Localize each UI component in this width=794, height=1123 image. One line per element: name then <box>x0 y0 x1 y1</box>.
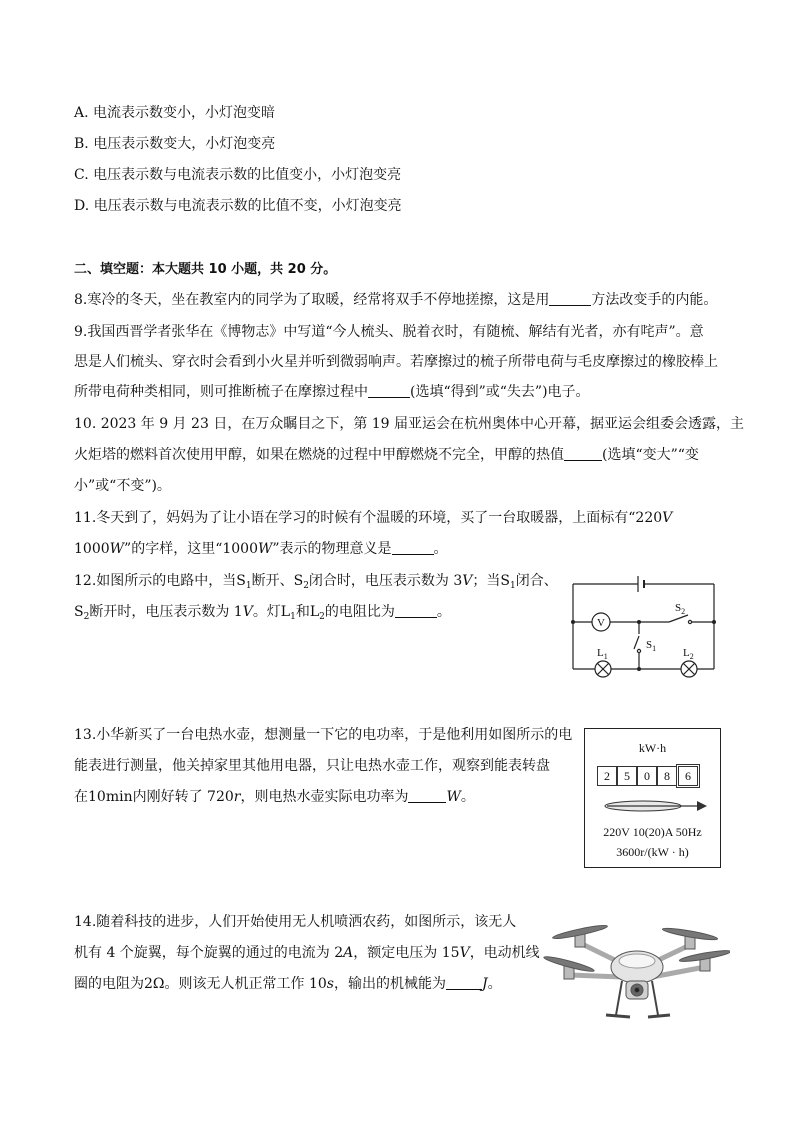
q12-text: 断开、S <box>251 573 304 589</box>
answer-blank[interactable] <box>368 383 410 398</box>
subscript: 1 <box>510 581 516 591</box>
answer-blank[interactable] <box>446 975 482 990</box>
q14-text: ，输出的机械能为 <box>333 976 446 992</box>
q10-text-a: 火炬塔的燃料首次使用甲醇，如果在燃烧的过程中甲醇燃烧不完全，甲醇的热值 <box>74 447 564 463</box>
question-9-line-3 <box>74 382 590 402</box>
svg-text:L2 <box>683 647 694 661</box>
l2-subscript: 2 <box>689 652 694 661</box>
unit-v: V <box>462 573 473 589</box>
subscript: 2 <box>319 612 325 622</box>
question-13-line-3 <box>74 787 475 807</box>
svg-text:S1 <box>646 639 656 653</box>
switch-contact <box>637 649 640 652</box>
question-10-line-3: 小”或“不变”)。 <box>74 478 171 494</box>
unit-a: A <box>343 945 354 961</box>
meter-digit: 5 <box>617 766 637 786</box>
subscript: 2 <box>303 581 309 591</box>
question-12-line-2 <box>74 602 451 622</box>
s1-label: S <box>646 639 653 651</box>
unit-w: W <box>257 541 273 557</box>
switch-s1-blade <box>634 636 639 649</box>
q12-text: 。灯L <box>252 604 291 620</box>
meter-unit: kW·h <box>638 741 667 755</box>
option-d: D. 电压表示数与电流表示数的比值不变，小灯泡变亮 <box>74 198 402 214</box>
q11-text-c: ”的字样，这里“1000 <box>124 541 258 557</box>
answer-blank[interactable] <box>408 788 446 803</box>
rotating-disc-icon <box>597 795 709 817</box>
q14-text: ，电动机线 <box>469 945 540 961</box>
question-13-line-2: 能表进行测量，他关掉家里其他用电器，只让电热水壶工作，观察到能表转盘 <box>74 758 550 774</box>
meter-digit: 8 <box>657 766 677 786</box>
q9-text-b: (选填“得到”或“失去”)电子。 <box>410 384 590 400</box>
q11-text-b: 1000 <box>74 541 110 557</box>
q12-text: 闭合、 <box>515 573 558 589</box>
question-9-line-2: 思是人们梳头、穿衣时会看到小火星并听到微弱响声。若摩擦过的梳子所带电荷与毛皮摩擦过的橡胶棒上 <box>74 354 718 370</box>
subscript: 2 <box>83 612 90 622</box>
question-10-line-2 <box>74 445 699 465</box>
q12-text: S <box>74 604 84 620</box>
q14-text: 圈的电阻为2Ω。则该无人机正常工作 10 <box>74 976 327 992</box>
switch-s2-blade <box>669 615 688 622</box>
subscript: 1 <box>245 581 252 591</box>
l1-label: L <box>597 647 604 659</box>
q9-text-a: 所带电荷种类相同，则可推断梳子在摩擦过程中 <box>74 384 368 400</box>
junction-dot <box>571 620 575 624</box>
meter-rating: 220V 10(20)A 50Hz <box>603 825 702 839</box>
svg-text:L1 <box>597 647 608 661</box>
unit-r: r <box>233 789 241 805</box>
q12-text: 断开时，电压表示数为 1 <box>89 604 243 620</box>
energy-meter <box>584 728 721 868</box>
junction-dot <box>637 667 641 671</box>
unit-j: J <box>481 976 488 992</box>
q8-text-a: 8.寒冷的冬天，坐在教室内的同学为了取暖，经常将双手不停地搓擦，这是用 <box>74 292 550 308</box>
meter-revolutions: 3600r/(kW · h) <box>616 845 689 859</box>
q14-text: 。 <box>487 976 502 992</box>
q11-text-d: ”表示的物理意义是 <box>272 541 392 557</box>
unit-v: V <box>662 510 673 526</box>
q12-text: 的电阻比为 <box>324 604 395 620</box>
subscript: 1 <box>290 612 296 622</box>
q14-text: 机有 4 个旋翼，每个旋翼的通过的电流为 2 <box>74 945 344 961</box>
option-b: B. 电压表示数变大，小灯泡变亮 <box>74 136 276 152</box>
unit-w: W <box>109 541 125 557</box>
question-12-line-1 <box>74 571 558 591</box>
q13-text: 。 <box>460 789 475 805</box>
unit-v: V <box>242 604 253 620</box>
q10-text-b: (选填“变大”“变 <box>602 447 699 463</box>
option-c: C. 电压表示数与电流表示数的比值变小，小灯泡变亮 <box>74 167 402 183</box>
q13-text: 在10min内刚好转了 720 <box>74 789 234 805</box>
unit-s: s <box>326 976 334 992</box>
voltmeter-label: V <box>597 617 605 629</box>
s2-subscript: 2 <box>681 607 686 616</box>
drone-illustration <box>540 905 730 1030</box>
answer-blank[interactable] <box>395 603 437 618</box>
circuit-diagram <box>566 574 716 686</box>
question-8 <box>74 290 717 310</box>
q12-text: ；当S <box>472 573 510 589</box>
unit-w: W <box>446 789 461 805</box>
s1-subscript: 1 <box>652 644 657 653</box>
meter-digit: 2 <box>597 766 617 786</box>
question-11-line-1 <box>74 508 672 528</box>
q12-text: 闭合时，电压表示数为 3 <box>308 573 463 589</box>
section-heading: 二、填空题：本大题共 10 小题，共 20 分。 <box>74 262 337 277</box>
switch-contact <box>688 620 691 623</box>
q8-text-b: 方法改变手的内能。 <box>591 292 718 308</box>
q12-text: 和L <box>295 604 320 620</box>
question-9-line-1: 9.我国西晋学者张华在《博物志》中写道“今人梳头、脱着衣时，有随梳、解结有光者，亦有咤声”。意 <box>74 324 704 340</box>
junction-dot <box>712 620 716 624</box>
q11-text-a: 11.冬天到了，妈妈为了让小语在学习的时候有个温暖的环境，买了一台取暖器，上面标有“220 <box>74 510 663 526</box>
svg-text:S2 <box>675 602 685 616</box>
q12-text: 。 <box>436 604 451 620</box>
meter-digit: 0 <box>637 766 657 786</box>
question-14-line-3 <box>74 974 502 994</box>
answer-blank[interactable] <box>564 446 602 461</box>
question-14-line-1: 14.随着科技的进步，人们开始使用无人机喷洒农药，如图所示，该无人 <box>74 914 517 930</box>
l1-subscript: 1 <box>603 652 608 661</box>
question-13-line-1: 13.小华新买了一台电热水壶，想测量一下它的电功率，于是他利用如图所示的电 <box>74 727 573 743</box>
junction-dot <box>637 620 641 624</box>
question-14-line-2 <box>74 943 540 963</box>
unit-v: V <box>459 945 470 961</box>
answer-blank[interactable] <box>549 291 591 306</box>
q11-text-e: 。 <box>433 541 448 557</box>
q12-text: 12.如图所示的电路中，当S <box>74 573 246 589</box>
s2-label: S <box>675 602 682 614</box>
q14-text: ，额定电压为 15 <box>353 945 460 961</box>
meter-digits <box>597 766 698 786</box>
meter-digit-decimal: 6 <box>678 766 698 786</box>
option-a: A. 电流表示数变小，小灯泡变暗 <box>74 105 276 121</box>
question-10-line-1: 10. 2023 年 9 月 23 日，在万众瞩目之下，第 19 届亚运会在杭州奥体中心开幕，据亚运会组委会透露，主 <box>74 416 745 432</box>
question-11-line-2 <box>74 539 448 559</box>
answer-blank[interactable] <box>392 540 434 555</box>
l2-label: L <box>683 647 690 659</box>
q13-text: ，则电热水壶实际电功率为 <box>240 789 409 805</box>
